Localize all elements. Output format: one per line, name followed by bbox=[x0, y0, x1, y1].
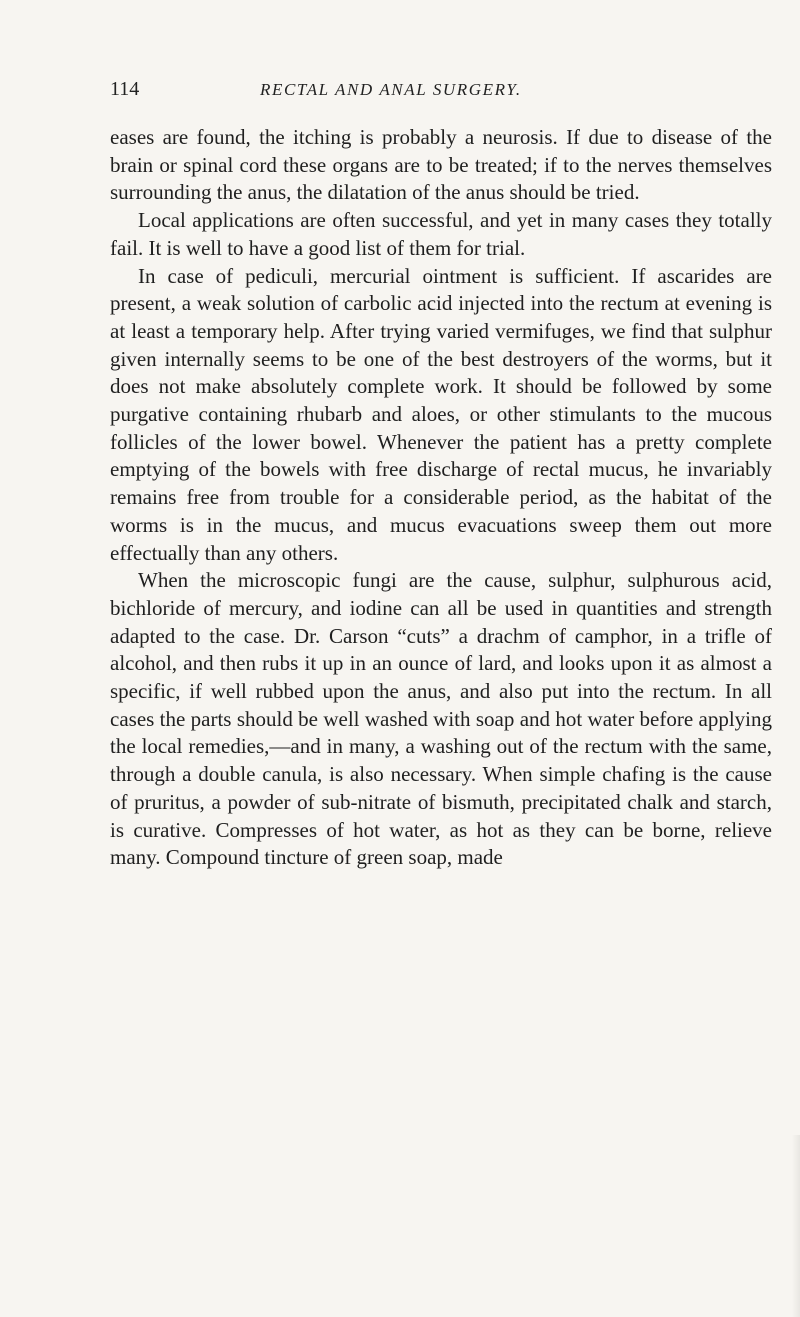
paragraph-continuation: eases are found, the itching is probably a neurosis. If due to disease of the brain or spinal cord these organs are to be treated; if to the nerves themselves surrounding the anus, the dilatation of the anus should be tried. bbox=[110, 125, 772, 205]
page-edge-shadow bbox=[792, 1135, 800, 1317]
paragraph-pediculi-ascarides: In case of pediculi, mercurial ointment is sufficient. If ascarides are present, a weak solution of carbolic acid injected into the rectum at evening is at least a temporary help. After trying varied vermifuges, we find that sulphur given internally seems to be one of the best destroyers of the worms, but it does not make absolutely complete work. It should be followed by some purgative containing rhubarb and aloes, or other stimulants to the mucous follicles of the lower bowel. Whenever the patient has a pretty complete emptying of the bowels with free discharge of rectal mucus, he invariably remains free from trouble for a considerable period, as the habitat of the worms is in the mucus, and mucus evacuations sweep them out more effectually than any others. bbox=[110, 263, 772, 565]
page-number: 114 bbox=[110, 78, 140, 100]
paragraph-local-applications: Local applications are often successful, and yet in many cases they totally fail. It is well to have a good list of them for trial. bbox=[110, 208, 772, 260]
running-head: RECTAL AND ANAL SURGERY. bbox=[260, 80, 522, 99]
paragraph-microscopic-fungi: When the microscopic fungi are the cause, sulphur, sulphurous acid, bichloride of mercury, and iodine can all be used in quantities and strength adapted to the case. Dr. Carson “cuts” a drachm of camphor, in a trifle of alcohol, and then rubs it up in an ounce of lard, and looks upon it as almost a specific, if well rubbed upon the anus, and also put into the rectum. In all cases the parts should be well washed with soap and hot water before applying the local remedies,—and in many, a washing out of the rectum with the same, through a double canula, is also necessary. When simple chafing is the cause of pruritus, a powder of sub-nitrate of bismuth, precipitated chalk and starch, is curative. Compresses of hot water, as hot as they can be borne, relieve many. Compound tincture of green soap, made bbox=[110, 568, 772, 870]
body-text bbox=[110, 124, 772, 872]
page-header bbox=[110, 78, 770, 106]
